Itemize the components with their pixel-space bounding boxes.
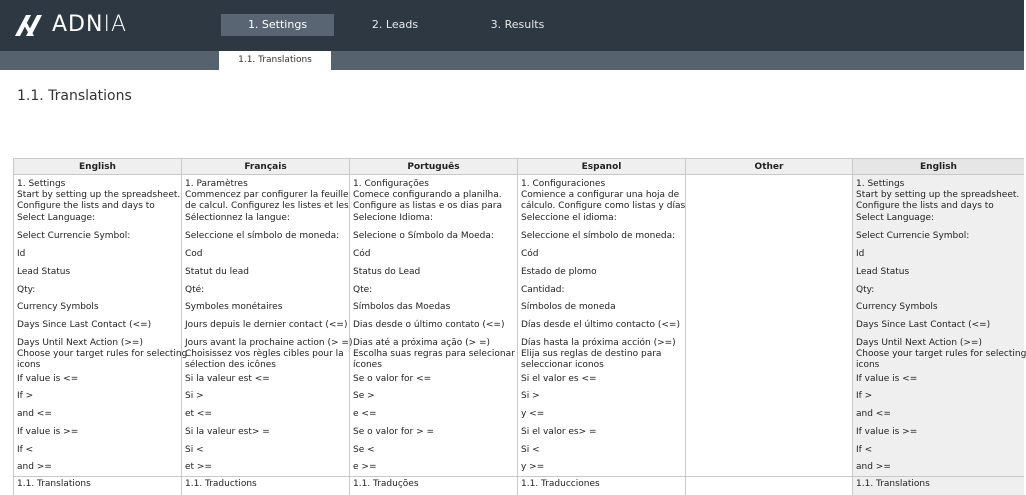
table-cell[interactable]: Días desde el último contacto (<=) <box>521 320 680 330</box>
table-cell[interactable]: and >= <box>17 462 52 472</box>
cell-line: seleccionar iconos <box>521 360 604 370</box>
cell-line: icons <box>17 360 41 370</box>
logo-wordmark <box>52 12 127 37</box>
table-cell[interactable]: and >= <box>856 462 891 472</box>
column-0 <box>13 158 188 495</box>
table-cell[interactable]: Select Currencie Symbol: <box>856 231 970 241</box>
table-cell[interactable]: Dias desde o último contato (<=) <box>353 320 505 330</box>
table-cell[interactable]: Se o valor for <= <box>353 374 432 384</box>
table-cell[interactable]: Si > <box>185 391 204 401</box>
table-cell[interactable] <box>185 338 353 370</box>
column-header[interactable]: Espanol <box>518 158 685 175</box>
table-cell[interactable]: Si < <box>185 445 204 455</box>
table-cell[interactable] <box>17 179 179 209</box>
table-cell[interactable]: Currency Symbols <box>856 302 938 312</box>
table-cell[interactable]: Qte: <box>353 285 373 295</box>
table-cell[interactable]: Si < <box>521 445 540 455</box>
row-separator <box>518 476 685 477</box>
cell-line: Dias até a próxima ação (> =) <box>353 338 491 348</box>
table-cell[interactable]: Si el valor es> = <box>521 427 597 437</box>
cell-line: 1. Settings <box>17 179 66 189</box>
cell-line: Choose your target rules for selecting <box>17 349 188 359</box>
table-cell[interactable]: If < <box>856 445 873 455</box>
cell-line: Start by setting up the spreadsheet. <box>17 190 181 200</box>
table-cell[interactable]: and <= <box>856 409 891 419</box>
table-cell[interactable]: 1.1. Traducciones <box>521 479 600 489</box>
table-cell[interactable]: 1.1. Translations <box>17 479 91 489</box>
logo[interactable] <box>14 11 127 37</box>
table-cell[interactable]: Statut du lead <box>185 267 249 277</box>
column-2 <box>349 158 517 495</box>
sub-navigation-bar <box>0 51 1024 70</box>
table-cell[interactable]: Sélectionnez la langue: <box>185 213 290 223</box>
table-cell[interactable]: and <= <box>17 409 52 419</box>
table-cell[interactable]: If value is <= <box>856 374 918 384</box>
table-cell[interactable]: e <= <box>353 409 377 419</box>
table-cell[interactable]: Lead Status <box>17 267 71 277</box>
translations-grid <box>13 158 1024 495</box>
cell-line: Escolha suas regras para selecionar <box>353 349 515 359</box>
cell-line: icons <box>856 360 880 370</box>
table-cell[interactable]: Si la valeur est> = <box>185 427 270 437</box>
table-cell[interactable]: 1.1. Traduções <box>353 479 419 489</box>
table-cell[interactable]: Qty: <box>17 285 36 295</box>
row-separator <box>853 476 1024 477</box>
column-5 <box>852 158 1024 495</box>
tab-settings[interactable]: 1. Settings <box>221 14 334 36</box>
logo-text-bold: ADN <box>52 11 104 37</box>
column-header[interactable]: Other <box>686 158 852 175</box>
cell-line: Comience a configurar una hoja de <box>521 190 680 200</box>
table-cell[interactable]: Selecione o Símbolo da Moeda: <box>353 231 494 241</box>
column-3 <box>517 158 685 495</box>
table-cell[interactable]: If value is <= <box>17 374 79 384</box>
table-cell[interactable] <box>353 338 515 370</box>
table-cell[interactable]: y >= <box>521 462 545 472</box>
column-header[interactable]: English <box>14 158 181 175</box>
cell-line: 1. Settings <box>856 179 905 189</box>
table-cell[interactable]: Se < <box>353 445 375 455</box>
row-separator <box>350 476 517 477</box>
table-cell[interactable]: Símbolos das Moedas <box>353 302 451 312</box>
cell-line: cálculo. Configure como listas y días <box>521 201 686 211</box>
table-cell[interactable]: If value is >= <box>856 427 918 437</box>
logo-text-thin: IA <box>103 11 127 37</box>
tab-results[interactable]: 3. Results <box>490 18 545 31</box>
table-cell[interactable]: Qté: <box>185 285 205 295</box>
table-cell[interactable]: Seleccione el idioma: <box>521 213 617 223</box>
column-header[interactable]: Português <box>350 158 517 175</box>
column-1 <box>181 158 353 495</box>
table-cell[interactable]: e >= <box>353 462 377 472</box>
table-cell[interactable]: et <= <box>185 409 213 419</box>
cell-line: Configure as listas e os dias para <box>353 201 503 211</box>
table-cell[interactable]: If < <box>17 445 34 455</box>
table-cell[interactable]: Select Currencie Symbol: <box>17 231 131 241</box>
row-separator <box>14 476 181 477</box>
table-cell[interactable]: Si el valor es <= <box>521 374 597 384</box>
table-cell[interactable]: Seleccione el símbolo de moneda: <box>185 231 340 241</box>
cell-line: Choisissez vos règles cibles pour la <box>185 349 344 359</box>
table-cell[interactable]: 1.1. Translations <box>856 479 930 489</box>
table-cell[interactable]: Si > <box>521 391 540 401</box>
table-cell[interactable] <box>17 338 188 370</box>
cell-line: Start by setting up the spreadsheet. <box>856 190 1020 200</box>
table-cell[interactable]: Estado de plomo <box>521 267 597 277</box>
row-separator <box>182 476 349 477</box>
cell-line: Configure the lists and days to <box>856 201 994 211</box>
cell-line: 1. Paramètres <box>185 179 248 189</box>
cell-line: sélection des icônes <box>185 360 276 370</box>
column-header[interactable]: Français <box>182 158 349 175</box>
subtab-translations[interactable]: 1.1. Translations <box>219 51 331 70</box>
table-cell[interactable] <box>856 179 1022 209</box>
table-cell[interactable] <box>353 179 515 209</box>
table-cell[interactable]: Qty: <box>856 285 875 295</box>
table-cell[interactable]: Si la valeur est <= <box>185 374 270 384</box>
column-header[interactable]: English <box>853 158 1024 175</box>
table-cell[interactable]: Cantidad: <box>521 285 565 295</box>
table-cell[interactable]: Se o valor for > = <box>353 427 435 437</box>
table-cell[interactable]: Id <box>17 249 26 259</box>
cell-line: Jours avant la prochaine action (> =) <box>185 338 353 348</box>
cell-line: Días hasta la próxima acción (>=) <box>521 338 676 348</box>
cell-line: 1. Configuraciones <box>521 179 606 189</box>
table-cell[interactable]: Select Language: <box>856 213 935 223</box>
table-cell[interactable]: If > <box>856 391 873 401</box>
tab-leads[interactable]: 2. Leads <box>371 18 419 31</box>
cell-line: Choose your target rules for selecting <box>856 349 1026 359</box>
table-cell[interactable]: Currency Symbols <box>17 302 99 312</box>
table-cell[interactable]: Símbolos de moneda <box>521 302 616 312</box>
cell-line: de calcul. Configurez les listes et les <box>185 201 349 211</box>
table-cell[interactable]: Id <box>856 249 865 259</box>
table-cell[interactable]: If value is >= <box>17 427 79 437</box>
adnia-logo-icon <box>14 11 44 37</box>
table-cell[interactable]: Status do Lead <box>353 267 421 277</box>
table-cell[interactable]: Days Since Last Contact (<=) <box>856 320 991 330</box>
top-navigation-bar <box>0 0 1024 51</box>
table-cell[interactable]: Seleccione el símbolo de moneda: <box>521 231 676 241</box>
page-title: 1.1. Translations <box>17 88 132 104</box>
table-cell[interactable]: Lead Status <box>856 267 910 277</box>
table-cell[interactable] <box>185 179 347 209</box>
table-cell[interactable]: y <= <box>521 409 545 419</box>
cell-line: Days Until Next Action (>=) <box>17 338 143 348</box>
cell-line: Days Until Next Action (>=) <box>856 338 982 348</box>
table-cell[interactable]: 1.1. Traductions <box>185 479 257 489</box>
table-cell[interactable] <box>521 179 686 211</box>
table-cell[interactable]: If > <box>17 391 34 401</box>
table-cell[interactable]: Cód <box>521 249 539 259</box>
row-separator <box>686 476 852 477</box>
column-4 <box>685 158 852 495</box>
table-cell[interactable] <box>521 338 683 370</box>
table-cell[interactable]: Se > <box>353 391 375 401</box>
table-cell[interactable]: et >= <box>185 462 213 472</box>
cell-line: ícones <box>353 360 382 370</box>
cell-line: Elija sus reglas de destino para <box>521 349 662 359</box>
table-cell[interactable]: Select Language: <box>17 213 96 223</box>
table-cell[interactable]: Days Since Last Contact (<=) <box>17 320 152 330</box>
table-cell[interactable]: Symboles monétaires <box>185 302 283 312</box>
table-cell[interactable]: Selecione Idioma: <box>353 213 434 223</box>
cell-line: Commencez par configurer la feuille <box>185 190 349 200</box>
table-cell[interactable]: Jours depuis le dernier contact (<=) <box>185 320 348 330</box>
table-cell[interactable] <box>856 338 1026 370</box>
table-cell[interactable]: Cod <box>185 249 203 259</box>
table-cell[interactable]: Cód <box>353 249 371 259</box>
cell-line: 1. Configurações <box>353 179 429 189</box>
cell-line: Configure the lists and days to <box>17 201 155 211</box>
cell-line: Comece configurando a planilha. <box>353 190 502 200</box>
